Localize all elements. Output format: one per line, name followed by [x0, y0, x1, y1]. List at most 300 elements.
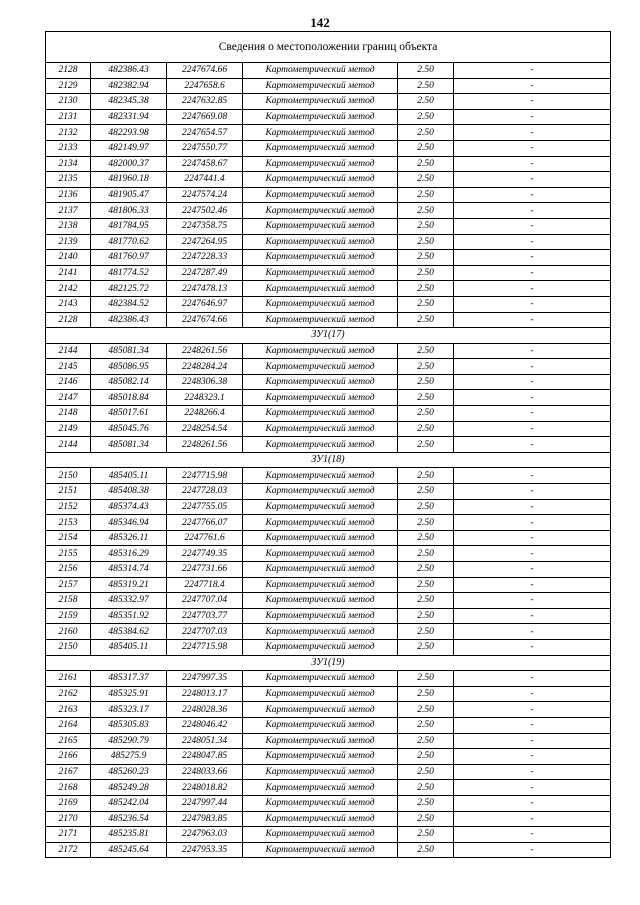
- page-number: 142: [310, 15, 330, 30]
- method-cell: Картометрический метод: [243, 639, 398, 655]
- x-coordinate-cell: 481806.33: [91, 203, 167, 219]
- y-coordinate-cell: 2247997.44: [167, 795, 243, 811]
- accuracy-cell: 2.50: [398, 702, 454, 718]
- point-number-cell: 2142: [46, 281, 91, 297]
- method-cell: Картометрический метод: [243, 125, 398, 141]
- point-number-cell: 2141: [46, 265, 91, 281]
- method-cell: Картометрический метод: [243, 515, 398, 531]
- point-number-cell: 2148: [46, 406, 91, 422]
- point-number-cell: 2136: [46, 187, 91, 203]
- y-coordinate-cell: 2247228.33: [167, 250, 243, 266]
- accuracy-cell: 2.50: [398, 406, 454, 422]
- table-row: [46, 717, 611, 733]
- accuracy-cell: 2.50: [398, 94, 454, 110]
- accuracy-cell: 2.50: [398, 187, 454, 203]
- y-coordinate-cell: 2247755.05: [167, 499, 243, 515]
- y-coordinate-cell: 2248261.56: [167, 437, 243, 453]
- y-coordinate-cell: 2248018.82: [167, 780, 243, 796]
- point-number-cell: 2152: [46, 499, 91, 515]
- description-cell: -: [454, 468, 611, 484]
- x-coordinate-cell: 485323.17: [91, 702, 167, 718]
- point-number-cell: 2135: [46, 172, 91, 188]
- y-coordinate-cell: 2247441.4: [167, 172, 243, 188]
- description-cell: -: [454, 484, 611, 500]
- table-row: [46, 686, 611, 702]
- boundary-table-body: [46, 32, 611, 858]
- y-coordinate-cell: 2247669.08: [167, 109, 243, 125]
- point-number-cell: 2151: [46, 484, 91, 500]
- point-number-cell: 2166: [46, 749, 91, 765]
- accuracy-cell: 2.50: [398, 515, 454, 531]
- x-coordinate-cell: 481960.18: [91, 172, 167, 188]
- accuracy-cell: 2.50: [398, 281, 454, 297]
- y-coordinate-cell: 2247550.77: [167, 140, 243, 156]
- x-coordinate-cell: 485346.94: [91, 515, 167, 531]
- table-row: [46, 515, 611, 531]
- description-cell: -: [454, 764, 611, 780]
- table-row: [46, 343, 611, 359]
- table-row: [46, 437, 611, 453]
- method-cell: Картометрический метод: [243, 811, 398, 827]
- table-row: [46, 63, 611, 79]
- accuracy-cell: 2.50: [398, 749, 454, 765]
- point-number-cell: 2167: [46, 764, 91, 780]
- method-cell: Картометрический метод: [243, 265, 398, 281]
- y-coordinate-cell: 2247458.67: [167, 156, 243, 172]
- table-row: [46, 390, 611, 406]
- y-coordinate-cell: 2247574.24: [167, 187, 243, 203]
- x-coordinate-cell: 485081.34: [91, 437, 167, 453]
- y-coordinate-cell: 2247715.98: [167, 468, 243, 484]
- description-cell: -: [454, 63, 611, 79]
- method-cell: Картометрический метод: [243, 546, 398, 562]
- accuracy-cell: 2.50: [398, 437, 454, 453]
- table-row: [46, 187, 611, 203]
- section-row: [46, 328, 611, 344]
- accuracy-cell: 2.50: [398, 374, 454, 390]
- method-cell: Картометрический метод: [243, 827, 398, 843]
- x-coordinate-cell: 485260.23: [91, 764, 167, 780]
- accuracy-cell: 2.50: [398, 296, 454, 312]
- y-coordinate-cell: 2247264.95: [167, 234, 243, 250]
- method-cell: Картометрический метод: [243, 187, 398, 203]
- accuracy-cell: 2.50: [398, 390, 454, 406]
- table-row: [46, 795, 611, 811]
- point-number-cell: 2144: [46, 343, 91, 359]
- accuracy-cell: 2.50: [398, 172, 454, 188]
- y-coordinate-cell: 2247707.04: [167, 593, 243, 609]
- accuracy-cell: 2.50: [398, 203, 454, 219]
- x-coordinate-cell: 485405.11: [91, 639, 167, 655]
- method-cell: Картометрический метод: [243, 484, 398, 500]
- point-number-cell: 2164: [46, 717, 91, 733]
- point-number-cell: 2133: [46, 140, 91, 156]
- x-coordinate-cell: 481774.52: [91, 265, 167, 281]
- x-coordinate-cell: 481784.95: [91, 218, 167, 234]
- table-title: Сведения о местоположении границ объекта: [46, 32, 611, 63]
- description-cell: -: [454, 203, 611, 219]
- description-cell: -: [454, 593, 611, 609]
- accuracy-cell: 2.50: [398, 546, 454, 562]
- description-cell: -: [454, 795, 611, 811]
- accuracy-cell: 2.50: [398, 234, 454, 250]
- point-number-cell: 2169: [46, 795, 91, 811]
- x-coordinate-cell: 485086.95: [91, 359, 167, 375]
- description-cell: -: [454, 250, 611, 266]
- description-cell: -: [454, 156, 611, 172]
- table-row: [46, 639, 611, 655]
- point-number-cell: 2150: [46, 639, 91, 655]
- y-coordinate-cell: 2247963.03: [167, 827, 243, 843]
- method-cell: Картометрический метод: [243, 733, 398, 749]
- method-cell: Картометрический метод: [243, 250, 398, 266]
- method-cell: Картометрический метод: [243, 795, 398, 811]
- method-cell: Картометрический метод: [243, 343, 398, 359]
- accuracy-cell: 2.50: [398, 764, 454, 780]
- table-row: [46, 749, 611, 765]
- method-cell: Картометрический метод: [243, 671, 398, 687]
- method-cell: Картометрический метод: [243, 140, 398, 156]
- table-row: [46, 406, 611, 422]
- table-row: [46, 312, 611, 328]
- y-coordinate-cell: 2247749.35: [167, 546, 243, 562]
- x-coordinate-cell: 485235.81: [91, 827, 167, 843]
- table-row: [46, 702, 611, 718]
- accuracy-cell: 2.50: [398, 686, 454, 702]
- accuracy-cell: 2.50: [398, 359, 454, 375]
- x-coordinate-cell: 485351.92: [91, 608, 167, 624]
- table-row: [46, 733, 611, 749]
- y-coordinate-cell: 2247658.6: [167, 78, 243, 94]
- point-number-cell: 2159: [46, 608, 91, 624]
- accuracy-cell: 2.50: [398, 484, 454, 500]
- accuracy-cell: 2.50: [398, 795, 454, 811]
- accuracy-cell: 2.50: [398, 717, 454, 733]
- x-coordinate-cell: 485325.91: [91, 686, 167, 702]
- method-cell: Картометрический метод: [243, 468, 398, 484]
- method-cell: Картометрический метод: [243, 702, 398, 718]
- method-cell: Картометрический метод: [243, 374, 398, 390]
- table-row: [46, 593, 611, 609]
- section-label: ЗУ1(18): [46, 452, 611, 468]
- table-row: [46, 827, 611, 843]
- table-row: [46, 842, 611, 858]
- accuracy-cell: 2.50: [398, 624, 454, 640]
- point-number-cell: 2134: [46, 156, 91, 172]
- y-coordinate-cell: 2247766.07: [167, 515, 243, 531]
- description-cell: -: [454, 530, 611, 546]
- table-title-row: [46, 32, 611, 63]
- table-row: [46, 78, 611, 94]
- description-cell: -: [454, 94, 611, 110]
- y-coordinate-cell: 2248013.17: [167, 686, 243, 702]
- table-row: [46, 94, 611, 110]
- y-coordinate-cell: 2247731.66: [167, 562, 243, 578]
- accuracy-cell: 2.50: [398, 733, 454, 749]
- x-coordinate-cell: 485316.29: [91, 546, 167, 562]
- table-row: [46, 109, 611, 125]
- point-number-cell: 2147: [46, 390, 91, 406]
- x-coordinate-cell: 482000.37: [91, 156, 167, 172]
- y-coordinate-cell: 2247983.85: [167, 811, 243, 827]
- method-cell: Картометрический метод: [243, 530, 398, 546]
- accuracy-cell: 2.50: [398, 608, 454, 624]
- y-coordinate-cell: 2247674.66: [167, 63, 243, 79]
- method-cell: Картометрический метод: [243, 749, 398, 765]
- y-coordinate-cell: 2248047.85: [167, 749, 243, 765]
- accuracy-cell: 2.50: [398, 468, 454, 484]
- x-coordinate-cell: 482331.94: [91, 109, 167, 125]
- x-coordinate-cell: 485332.97: [91, 593, 167, 609]
- point-number-cell: 2146: [46, 374, 91, 390]
- table-row: [46, 671, 611, 687]
- y-coordinate-cell: 2247761.6: [167, 530, 243, 546]
- accuracy-cell: 2.50: [398, 312, 454, 328]
- table-row: [46, 780, 611, 796]
- description-cell: -: [454, 218, 611, 234]
- x-coordinate-cell: 485236.54: [91, 811, 167, 827]
- point-number-cell: 2153: [46, 515, 91, 531]
- method-cell: Картометрический метод: [243, 406, 398, 422]
- method-cell: Картометрический метод: [243, 63, 398, 79]
- x-coordinate-cell: 485305.83: [91, 717, 167, 733]
- table-row: [46, 265, 611, 281]
- x-coordinate-cell: 485018.84: [91, 390, 167, 406]
- method-cell: Картометрический метод: [243, 593, 398, 609]
- description-cell: -: [454, 562, 611, 578]
- method-cell: Картометрический метод: [243, 312, 398, 328]
- method-cell: Картометрический метод: [243, 156, 398, 172]
- method-cell: Картометрический метод: [243, 218, 398, 234]
- y-coordinate-cell: 2247715.98: [167, 639, 243, 655]
- x-coordinate-cell: 482293.98: [91, 125, 167, 141]
- description-cell: -: [454, 546, 611, 562]
- description-cell: -: [454, 608, 611, 624]
- boundary-table: [45, 31, 611, 858]
- point-number-cell: 2170: [46, 811, 91, 827]
- accuracy-cell: 2.50: [398, 250, 454, 266]
- y-coordinate-cell: 2247997.35: [167, 671, 243, 687]
- y-coordinate-cell: 2247707.03: [167, 624, 243, 640]
- point-number-cell: 2171: [46, 827, 91, 843]
- x-coordinate-cell: 485245.64: [91, 842, 167, 858]
- point-number-cell: 2157: [46, 577, 91, 593]
- x-coordinate-cell: 485405.11: [91, 468, 167, 484]
- table-row: [46, 484, 611, 500]
- description-cell: -: [454, 811, 611, 827]
- table-row: [46, 499, 611, 515]
- table-row: [46, 359, 611, 375]
- y-coordinate-cell: 2247674.66: [167, 312, 243, 328]
- point-number-cell: 2154: [46, 530, 91, 546]
- description-cell: -: [454, 733, 611, 749]
- x-coordinate-cell: 485374.43: [91, 499, 167, 515]
- description-cell: -: [454, 140, 611, 156]
- point-number-cell: 2128: [46, 63, 91, 79]
- y-coordinate-cell: 2248284.24: [167, 359, 243, 375]
- table-row: [46, 608, 611, 624]
- table-row: [46, 421, 611, 437]
- y-coordinate-cell: 2247358.75: [167, 218, 243, 234]
- y-coordinate-cell: 2248323.1: [167, 390, 243, 406]
- x-coordinate-cell: 481770.62: [91, 234, 167, 250]
- table-row: [46, 281, 611, 297]
- description-cell: -: [454, 406, 611, 422]
- x-coordinate-cell: 485242.04: [91, 795, 167, 811]
- x-coordinate-cell: 481760.97: [91, 250, 167, 266]
- accuracy-cell: 2.50: [398, 125, 454, 141]
- table-row: [46, 218, 611, 234]
- description-cell: -: [454, 109, 611, 125]
- section-row: [46, 655, 611, 671]
- method-cell: Картометрический метод: [243, 686, 398, 702]
- description-cell: -: [454, 499, 611, 515]
- x-coordinate-cell: 485081.34: [91, 343, 167, 359]
- table-row: [46, 530, 611, 546]
- description-cell: -: [454, 515, 611, 531]
- method-cell: Картометрический метод: [243, 359, 398, 375]
- point-number-cell: 2161: [46, 671, 91, 687]
- description-cell: -: [454, 390, 611, 406]
- description-cell: -: [454, 265, 611, 281]
- method-cell: Картометрический метод: [243, 562, 398, 578]
- method-cell: Картометрический метод: [243, 717, 398, 733]
- point-number-cell: 2156: [46, 562, 91, 578]
- x-coordinate-cell: 485249.28: [91, 780, 167, 796]
- y-coordinate-cell: 2247287.49: [167, 265, 243, 281]
- method-cell: Картометрический метод: [243, 203, 398, 219]
- point-number-cell: 2172: [46, 842, 91, 858]
- table-row: [46, 468, 611, 484]
- y-coordinate-cell: 2247478.13: [167, 281, 243, 297]
- accuracy-cell: 2.50: [398, 265, 454, 281]
- accuracy-cell: 2.50: [398, 421, 454, 437]
- accuracy-cell: 2.50: [398, 530, 454, 546]
- table-row: [46, 203, 611, 219]
- method-cell: Картометрический метод: [243, 608, 398, 624]
- point-number-cell: 2168: [46, 780, 91, 796]
- y-coordinate-cell: 2247728.03: [167, 484, 243, 500]
- y-coordinate-cell: 2248051.34: [167, 733, 243, 749]
- description-cell: -: [454, 359, 611, 375]
- accuracy-cell: 2.50: [398, 780, 454, 796]
- accuracy-cell: 2.50: [398, 827, 454, 843]
- y-coordinate-cell: 2247502.46: [167, 203, 243, 219]
- point-number-cell: 2140: [46, 250, 91, 266]
- description-cell: -: [454, 281, 611, 297]
- accuracy-cell: 2.50: [398, 842, 454, 858]
- y-coordinate-cell: 2248306.38: [167, 374, 243, 390]
- point-number-cell: 2145: [46, 359, 91, 375]
- description-cell: -: [454, 125, 611, 141]
- table-row: [46, 624, 611, 640]
- accuracy-cell: 2.50: [398, 671, 454, 687]
- description-cell: -: [454, 78, 611, 94]
- x-coordinate-cell: 482386.43: [91, 63, 167, 79]
- point-number-cell: 2149: [46, 421, 91, 437]
- accuracy-cell: 2.50: [398, 140, 454, 156]
- accuracy-cell: 2.50: [398, 109, 454, 125]
- x-coordinate-cell: 485319.21: [91, 577, 167, 593]
- description-cell: -: [454, 172, 611, 188]
- point-number-cell: 2162: [46, 686, 91, 702]
- table-row: [46, 546, 611, 562]
- method-cell: Картометрический метод: [243, 577, 398, 593]
- x-coordinate-cell: 485384.62: [91, 624, 167, 640]
- table-row: [46, 374, 611, 390]
- accuracy-cell: 2.50: [398, 343, 454, 359]
- y-coordinate-cell: 2247953.35: [167, 842, 243, 858]
- description-cell: -: [454, 639, 611, 655]
- method-cell: Картометрический метод: [243, 499, 398, 515]
- section-label: ЗУ1(19): [46, 655, 611, 671]
- point-number-cell: 2128: [46, 312, 91, 328]
- table-row: [46, 577, 611, 593]
- y-coordinate-cell: 2247632.85: [167, 94, 243, 110]
- y-coordinate-cell: 2248261.56: [167, 343, 243, 359]
- description-cell: -: [454, 827, 611, 843]
- point-number-cell: 2132: [46, 125, 91, 141]
- description-cell: -: [454, 312, 611, 328]
- method-cell: Картометрический метод: [243, 109, 398, 125]
- point-number-cell: 2143: [46, 296, 91, 312]
- point-number-cell: 2158: [46, 593, 91, 609]
- x-coordinate-cell: 485082.14: [91, 374, 167, 390]
- accuracy-cell: 2.50: [398, 156, 454, 172]
- x-coordinate-cell: 485017.61: [91, 406, 167, 422]
- method-cell: Картометрический метод: [243, 296, 398, 312]
- method-cell: Картометрический метод: [243, 172, 398, 188]
- method-cell: Картометрический метод: [243, 780, 398, 796]
- description-cell: -: [454, 374, 611, 390]
- description-cell: -: [454, 702, 611, 718]
- x-coordinate-cell: 482382.94: [91, 78, 167, 94]
- method-cell: Картометрический метод: [243, 234, 398, 250]
- x-coordinate-cell: 482125.72: [91, 281, 167, 297]
- y-coordinate-cell: 2248254.54: [167, 421, 243, 437]
- description-cell: -: [454, 624, 611, 640]
- description-cell: -: [454, 296, 611, 312]
- y-coordinate-cell: 2248028.36: [167, 702, 243, 718]
- x-coordinate-cell: 482384.52: [91, 296, 167, 312]
- method-cell: Картометрический метод: [243, 842, 398, 858]
- table-row: [46, 562, 611, 578]
- x-coordinate-cell: 482149.97: [91, 140, 167, 156]
- description-cell: -: [454, 671, 611, 687]
- description-cell: -: [454, 234, 611, 250]
- x-coordinate-cell: 485275.9: [91, 749, 167, 765]
- accuracy-cell: 2.50: [398, 499, 454, 515]
- point-number-cell: 2131: [46, 109, 91, 125]
- description-cell: -: [454, 437, 611, 453]
- y-coordinate-cell: 2248266.4: [167, 406, 243, 422]
- description-cell: -: [454, 780, 611, 796]
- accuracy-cell: 2.50: [398, 562, 454, 578]
- description-cell: -: [454, 686, 611, 702]
- method-cell: Картометрический метод: [243, 624, 398, 640]
- table-row: [46, 140, 611, 156]
- accuracy-cell: 2.50: [398, 63, 454, 79]
- y-coordinate-cell: 2248046.42: [167, 717, 243, 733]
- table-row: [46, 811, 611, 827]
- x-coordinate-cell: 485408.38: [91, 484, 167, 500]
- description-cell: -: [454, 577, 611, 593]
- description-cell: -: [454, 421, 611, 437]
- x-coordinate-cell: 481905.47: [91, 187, 167, 203]
- description-cell: -: [454, 717, 611, 733]
- description-cell: -: [454, 842, 611, 858]
- boundary-table-container: [45, 31, 610, 858]
